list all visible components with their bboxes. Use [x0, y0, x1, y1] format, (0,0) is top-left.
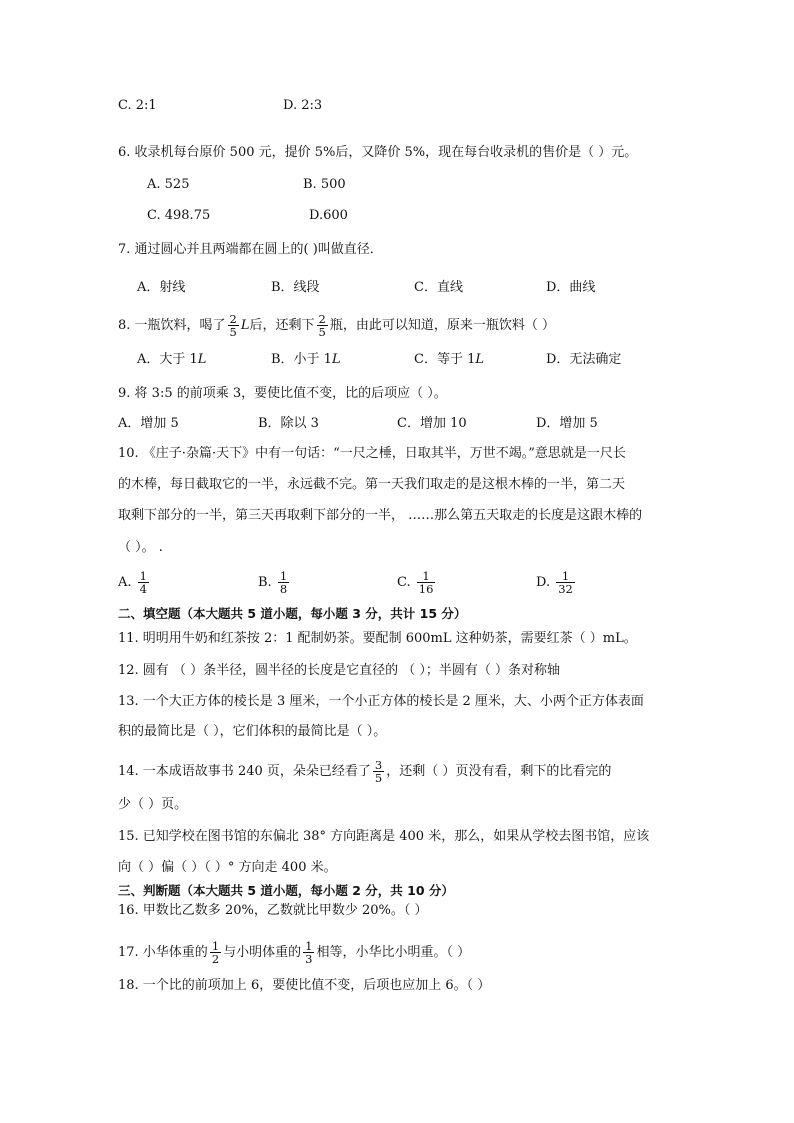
q13-line-1: 13. 一个大正方体的棱长是 3 厘米，一个小正方体的棱长是 2 厘米，大、小两个正方体表面: [118, 694, 644, 709]
q10-line-3: 取剩下部分的一半，第三天再取剩下部分的一半， ……那么第五天取走的长度是这跟木棒的: [118, 508, 643, 523]
q18-question: 18. 一个比的前项加上 6，要使比值不变，后项也应加上 6。（ ）: [118, 978, 491, 993]
q15-line-2: 向（ ）偏（ ）（ ）° 方向走 400 米。: [118, 860, 337, 875]
q7-option-a: A．射线: [137, 280, 186, 295]
q9-option-d: D．增加 5: [536, 416, 598, 431]
q15-line-1: 15. 已知学校在图书馆的东偏北 38° 方向距离是 400 米，那么，如果从学校去图书馆，应该: [118, 829, 650, 844]
q7-option-d: D．曲线: [546, 280, 596, 295]
q8-question: 8. 一瓶饮料，喝了 $\frac{2}{5}$ L后，还剩下 $\frac{2}{5}$ 瓶，由此可以知道，原来一瓶饮料（ ）: [118, 312, 555, 339]
q10-line-1: 10. 《庄子·杂篇·天下》中有一句话：“一尺之棰，日取其半，万世不竭。”意思就是一尺长: [118, 446, 626, 461]
q9-option-b: B．除以 3: [258, 416, 319, 431]
q14-line-1: 14. 一本成语故事书 240 页，朵朵已经看了 $\frac{3}{5}$ ，还剩（ ）页没有看，剩下的比看完的: [118, 758, 612, 785]
q9-option-a: A．增加 5: [118, 416, 179, 431]
q6-option-c: C. 498.75: [147, 208, 211, 223]
q10-option-c: C. $\frac{1}{16}$: [397, 569, 434, 596]
q7-question: 7. 通过圆心并且两端都在圆上的( )叫做直径．: [118, 242, 383, 257]
q6-question: 6. 收录机每台原价 500 元，提价 5%后，又降价 5%，现在每台收录机的售价是（ ）元。: [118, 145, 638, 160]
q5-option-c: C. 2:1: [118, 98, 157, 113]
q8-fraction-2: $\frac{2}{5}$: [318, 312, 326, 339]
section-2-heading: 二、填空题（本大题共 5 道小题，每小题 3 分，共计 15 分）: [118, 606, 467, 621]
q17-question: 17. 小华体重的 $\frac{1}{2}$ 与小明体重的 $\frac{1}{3}$ 相等，小华比小明重。（ ）: [118, 939, 471, 966]
q10-line-4: （ ）。 .: [118, 540, 163, 555]
q8-fraction-1: $\frac{2}{5}$: [229, 312, 237, 339]
q7-option-b: B．线段: [271, 280, 320, 295]
q8-option-a: A．大于 1L: [137, 352, 207, 367]
q6-option-b: B. 500: [303, 177, 346, 192]
q6-option-d: D.600: [309, 208, 348, 223]
q10-option-d: D. $\frac{1}{32}$: [536, 569, 573, 596]
q8-option-d: D．无法确定: [546, 352, 622, 367]
q9-question: 9. 将 3:5 的前项乘 3，要使比值不变，比的后项应（ ）。: [118, 386, 447, 401]
q14-fraction: $\frac{3}{5}$: [374, 758, 383, 785]
q10-option-b: B. $\frac{1}{8}$: [258, 569, 288, 596]
q13-line-2: 积的最简比是（ ），它们体积的最简比是（ ）。: [118, 724, 387, 739]
q14-line-2: 少（ ）页。: [118, 797, 188, 812]
q9-option-c: C．增加 10: [397, 416, 467, 431]
section-3-heading: 三、判断题（本大题共 5 道小题，每小题 2 分，共 10 分）: [118, 883, 454, 898]
q11-question: 11. 明明用牛奶和红茶按 2：1 配制奶茶。要配制 600mL 这种奶茶，需要红茶（ ）mL。: [118, 631, 637, 646]
q16-question: 16. 甲数比乙数多 20%，乙数就比甲数少 20%。（ ）: [118, 903, 428, 918]
q8-option-c: C．等于 1L: [414, 352, 484, 367]
q8-option-b: B．小于 1L: [271, 352, 341, 367]
q17-fraction-1: $\frac{1}{2}$: [211, 939, 220, 966]
q17-fraction-2: $\frac{1}{3}$: [305, 939, 313, 966]
q7-option-c: C．直线: [414, 280, 463, 295]
q5-option-d: D. 2:3: [283, 98, 323, 113]
q12-question: 12. 圆有 （ ）条半径，圆半径的长度是它直径的 （ ）；半圆有（ ）条对称轴: [118, 663, 560, 678]
q10-option-a: A. $\frac{1}{4}$: [118, 569, 147, 596]
q10-line-2: 的木棒，每日截取它的一半，永远截不完。第一天我们取走的是这根木棒的一半，第二天: [118, 477, 626, 492]
q6-option-a: A. 525: [147, 177, 190, 192]
